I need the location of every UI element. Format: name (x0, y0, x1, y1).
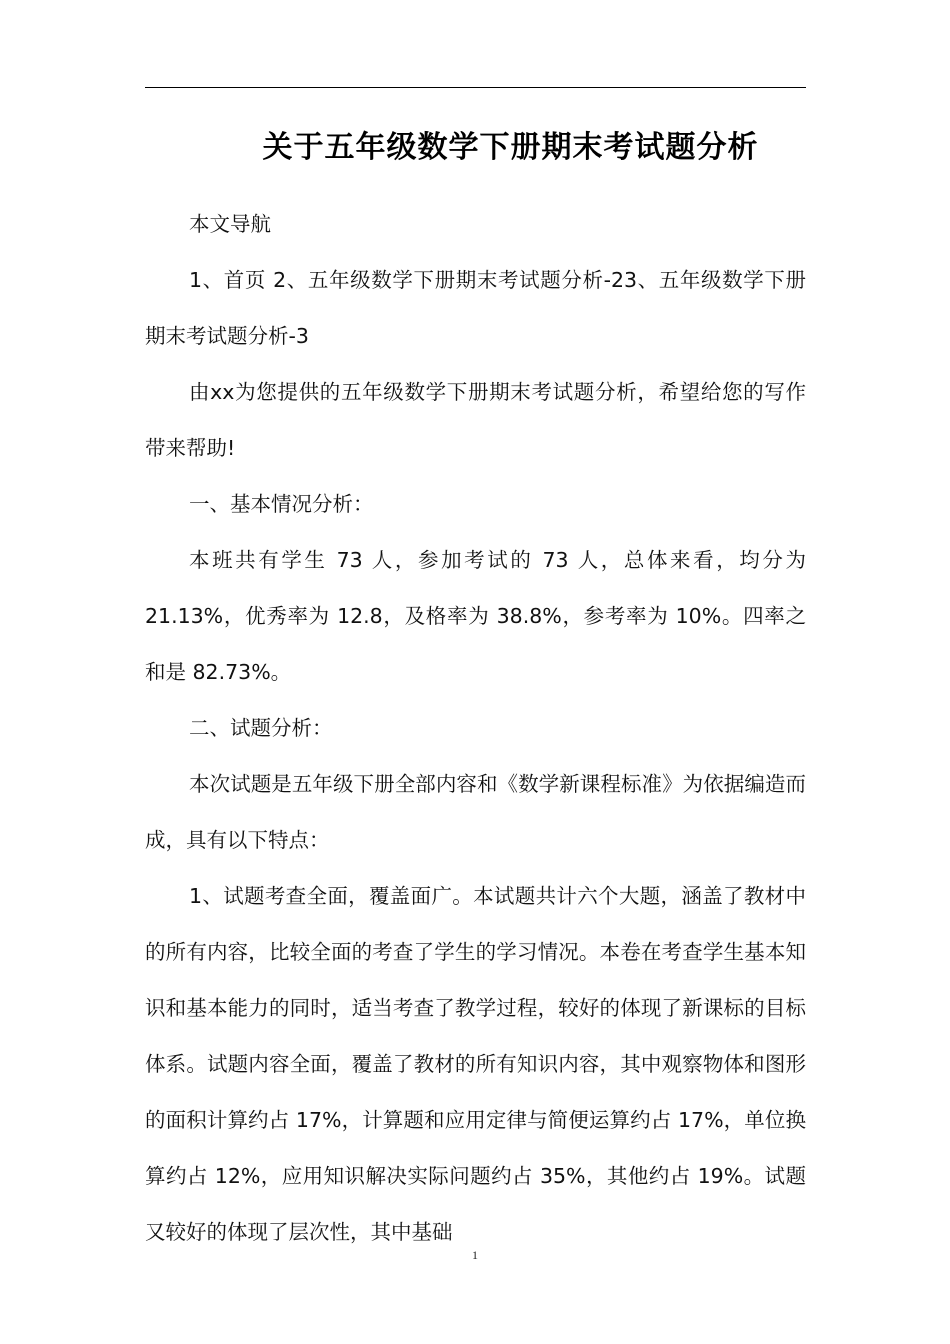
paragraph-point-1: 1、试题考查全面，覆盖面广。本试题共计六个大题，涵盖了教材中的所有内容，比较全面的考查了学生的学习情况。本卷在考查学生基本知识和基本能力的同时，适当考查了教学过程，较好的体现了新课标的目标体系。试题内容全面，覆盖了教材的所有知识内容，其中观察物体和图形的面积计算约占 17%，计算题和应用定律与简便运算约占 17%，单位换算约占 12%，应用知识解决实际问题约占 35%，其他约占 19%。试题又较好的体现了层次性，其中基础 (145, 884, 806, 1244)
paragraph-nav-links: 1、首页 2、五年级数学下册期末考试题分析-23、五年级数学下册期末考试题分析-3 (145, 268, 806, 348)
section-heading-analysis: 二、试题分析： (189, 716, 333, 740)
page-number: 1 (472, 1248, 478, 1262)
paragraph-nav-heading: 本文导航 (189, 212, 271, 236)
section-heading-basic: 一、基本情况分析： (189, 492, 374, 516)
paragraph-analysis-intro: 本次试题是五年级下册全部内容和《数学新课程标准》为依据编造而成，具有以下特点： (145, 772, 806, 852)
document-body (145, 196, 806, 1260)
header-rule (145, 87, 806, 88)
document-title: 关于五年级数学下册期末考试题分析 (262, 130, 759, 165)
paragraph-basic-stats: 本班共有学生 73 人，参加考试的 73 人，总体来看，均分为21.13%，优秀率为 12.8，及格率为 38.8%，参考率为 10%。四率之和是 82.73%。 (145, 548, 806, 684)
paragraph-intro: 由xx为您提供的五年级数学下册期末考试题分析，希望给您的写作带来帮助! (145, 380, 806, 460)
